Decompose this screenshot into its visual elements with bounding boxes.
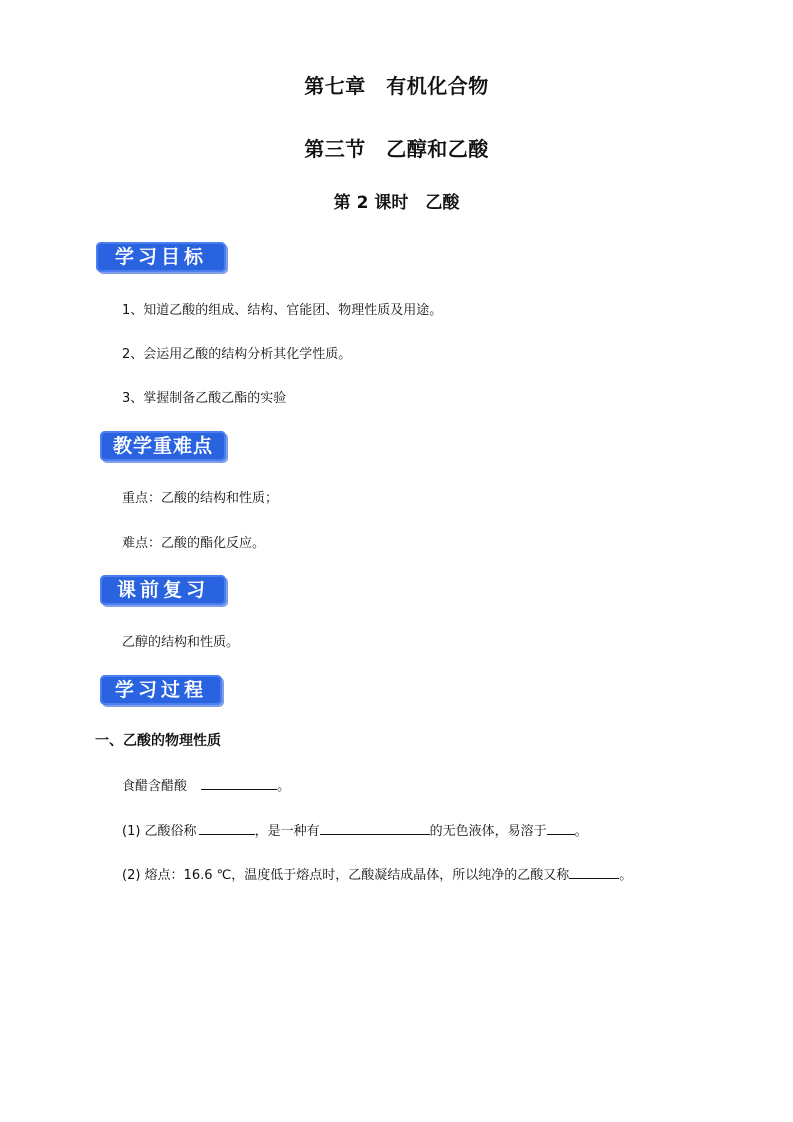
common-name-text-2: ，是一种有 [254,824,320,839]
section-title: 第三节 乙醇和乙酸 [304,137,489,161]
vinegar-line [122,775,290,794]
objective-item-1: 1、知道乙酸的组成、结构、官能团、物理性质及用途。 [122,303,443,318]
objective-item-3: 3、掌握制备乙酸乙酯的实验 [122,391,287,406]
vinegar-end: 。 [277,779,291,794]
review-banner: 课前复习 [100,575,226,605]
common-name-line [122,820,588,839]
review-text: 乙醇的结构和性质。 [122,635,240,650]
section-1-title: 一、乙酸的物理性质 [95,733,221,749]
common-name-text-3: 的无色液体，易溶于 [429,824,547,839]
objective-item-2: 2、会运用乙酸的结构分析其化学性质。 [122,347,352,362]
objectives-banner: 学习目标 [96,242,226,272]
melting-point-line [122,864,632,883]
chapter-title: 第七章 有机化合物 [304,74,489,98]
key-point-focus: 重点：乙酸的结构和性质； [122,491,279,506]
answer-blank[interactable] [547,822,575,835]
answer-blank[interactable] [569,866,619,879]
vinegar-text: 食醋含醋酸 [122,779,188,794]
common-name-text: (1) 乙酸俗称 [122,824,197,839]
melting-point-text: (2) 熔点：16.6 ℃，温度低于熔点时，乙酸凝结成晶体，所以纯净的乙酸又称 [122,868,570,883]
answer-blank[interactable] [199,822,255,835]
process-banner: 学习过程 [100,675,222,705]
lesson-title: 第 2 课时 乙酸 [333,193,460,213]
answer-blank[interactable] [320,822,430,835]
common-name-end: 。 [574,824,588,839]
melting-point-end: 。 [619,868,633,883]
answer-blank[interactable] [201,777,277,790]
key-point-difficulty: 难点：乙酸的酯化反应。 [122,536,266,551]
key-points-banner: 教学重难点 [100,431,226,461]
